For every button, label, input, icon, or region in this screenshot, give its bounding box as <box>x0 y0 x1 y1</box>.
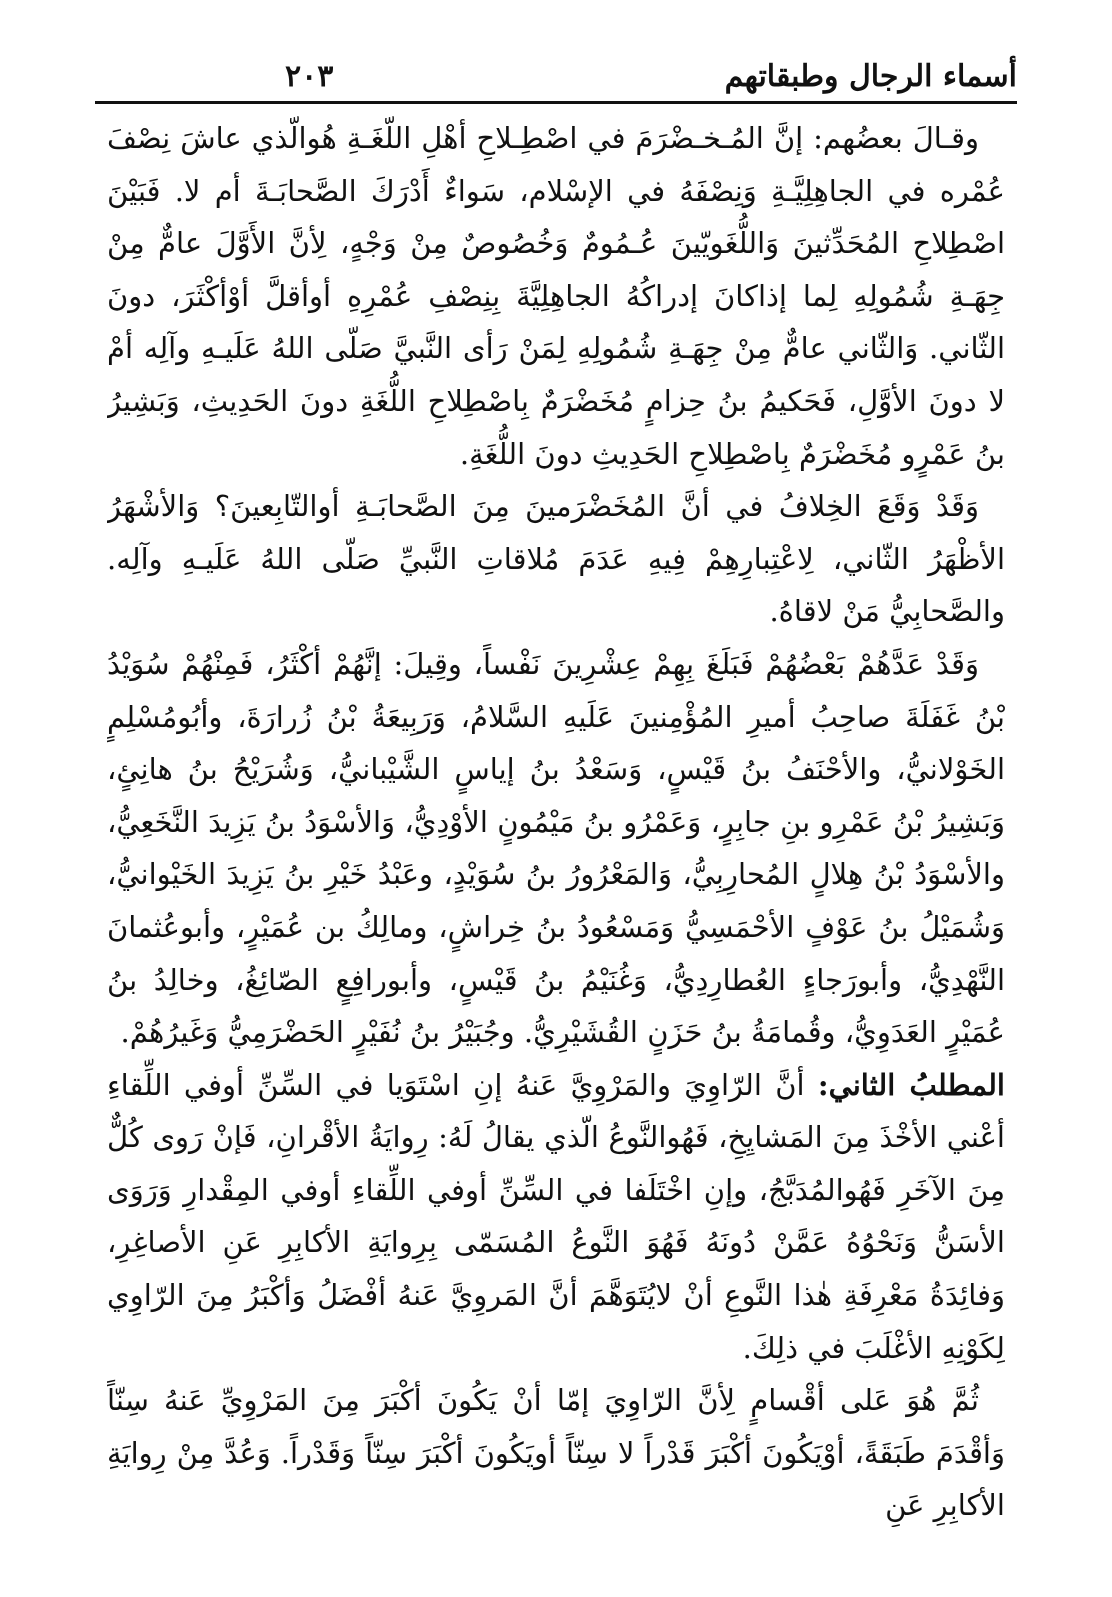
header-rule <box>95 101 1017 104</box>
page-number: ٢٠٣ <box>285 59 334 94</box>
paragraph-second-section <box>107 1059 1005 1375</box>
paragraph-text: وقـالَ بعضُهم: إنَّ المُـخـضْرَمَ في اصْطِـلاحِ أهْلِ اللّغَـةِ هُوالّذي عاشَ نِصْفَ عُمْره في الجاهِلِيَّـةِ وَنِصْفَهُ في الإسْلام، سَواءٌ أَدْرَكَ الصَّحابَـةَ أم لا. فَبَيْنَ اصْطِلاحِ المُحَدِّثينَ وَاللُّغَويّينَ عُـمُومٌ وَخُصُوصٌ مِنْ وَجْهٍ، لِأنَّ الأَوَّلَ عامٌّ مِنْ جِهَـةِ شُمُولِهِ لِما إذاكانَ إدراكُهُ الجاهِلِيَّةَ بِنِصْفِ عُمْرِهِ أوأقلَّ أوْأكْثَرَ، دونَ الثّاني. وَالثّاني عامٌّ مِنْ جِهَـةِ شُمُولِهِ لِمَنْ رَأى النَّبيَّ صَلّى اللهُ عَلَيـهِ وآلِه أمْ لا دونَ الأوَّلِ، فَحَكيمُ بنُ حِزامٍ مُخَضْرَمٌ بِاصْطِلاحِ اللُّغَةِ دونَ الحَدِيثِ، وَبَشِيرُ بنُ عَمْرٍو مُخَضْرَمٌ بِاصْطِلاحِ الحَدِيثِ دونَ اللُّغَةِ. <box>107 121 1005 471</box>
paragraph-mukhadram-list <box>107 638 1005 1059</box>
section-heading: المطلبُ الثاني: <box>817 1067 1005 1102</box>
paragraph-divisions <box>107 1374 1005 1527</box>
page-body <box>107 112 1005 1527</box>
paragraph-text: ثُمَّ هُوَ عَلى أقْسامٍ لِأنَّ الرّاوِيَ إمّا أنْ يَكُونَ أكْبَرَ مِنَ المَرْوِيِّ عَنهُ سِنّاً وَأقْدَمَ طَبَقَةً، أوْيَكُونَ أكْبَرَ قَدْراً لا سِنّاً أويَكُونَ أكْبَرَ سِنّاً وَقَدْراً. وَعُدَّ مِنْ رِوايَةِ الأكابِرِ عَنِ <box>107 1383 1005 1523</box>
paragraph-text: أنَّ الرّاوِيَ والمَرْوِيَّ عَنهُ إنِ اسْتَوَيا في السِّنِّ أوفي اللِّقاءِ أعْني الأخْذَ مِنَ المَشايِخِ، فَهُوالنَّوعُ الّذي يقالُ لَهُ: رِوايَةُ الأقْرانِ، فَإنْ رَوى كُلٌّ مِنَ الآخَرِ فَهُوالمُدَبَّجُ، وإنِ اخْتَلَفا في السِّنِّ أوفي اللِّقاءِ أوفي المِقْدارِ وَرَوَى الأسَنُّ وَنَحْوُهُ عَمَّنْ دُونَهُ فَهُوَ النَّوعُ المُسَمّى بِرِوايَةِ الأكابِرِ عَنِ الأصاغِرِ، وَفائِدَةُ مَعْرِفَةِ هٰذا النَّوعِ أنْ لايُتَوَهَّمَ أنَّ المَروِيَّ عَنهُ أفْضَلُ وَأكْبَرُ مِنَ الرّاوِي لِكَوْنِهِ الأغْلَبَ في ذلِكَ. <box>107 1067 1005 1365</box>
paragraph-mukhadram-dispute <box>107 480 1005 638</box>
running-title: أسماء الرجال وطبقاتهم <box>724 59 1017 94</box>
paragraph-mukhadram-definition <box>107 112 1005 480</box>
paragraph-text: وَقَدْ وَقَعَ الخِلافُ في أنَّ المُخَضْرَمينَ مِنَ الصَّحابَـةِ أوالتّابِعينَ؟ وَالأشْهَرُ الأظْهَرُ الثّاني، لِاعْتِبارِهِمْ فِيهِ عَدَمَ مُلاقاتِ النَّبيِّ صَلّى اللهُ عَلَيـهِ وآلِه. والصَّحابِيُّ مَنْ لاقاهُ. <box>107 489 1005 629</box>
paragraph-text: وَقَدْ عَدَّهُمْ بَعْضُهُمْ فَبَلَغَ بِهِمْ عِشْرِينَ نَفْساً، وقِيلَ: إنَّهُمْ أكْثَرُ، فَمِنْهُمْ سُوَيْدُ بْنُ غَفَلَةَ صاحِبُ أميرِ المُؤْمِنينَ عَلَيهِ السَّلامُ، وَرَبِيعَةُ بْنُ زُرارَةَ، وأبُومُسْلِمٍ الخَوْلانيُّ، والأحْنَفُ بنُ قَيْسٍ، وَسَعْدُ بنُ إياسٍ الشَّيْبانيُّ، وَشُرَيْحُ بنُ هانِئٍ، وَبَشِيرُ بْنُ عَمْرِو بنِ جابِرٍ، وَعَمْرُو بنُ مَيْمُونٍ الأوْدِيُّ، وَالأسْوَدُ بنُ يَزِيدَ النَّخَعِيُّ، والأسْوَدُ بْنُ هِلالٍ المُحارِبِيُّ، وَالمَعْرُورُ بنُ سُوَيْدٍ، وعَبْدُ خَيْرِ بنُ يَزِيدَ الخَيْوانيُّ، وَشُمَيْلُ بنُ عَوْفٍ الأحْمَسِيُّ وَمَسْعُودُ بنُ خِراشٍ، ومالِكُ بن عُمَيْرٍ، وأبوعُثمانَ النَّهْدِيُّ، وأبورَجاءٍ العُطارِدِيُّ، وَغُنَيْمُ بنُ قَيْسٍ، وأبورافِعٍ الصّائِغُ، وخالِدُ بنُ عُمَيْرٍ العَدَوِيُّ، وقُمامَةُ بنُ حَزَنٍ القُشَيْرِيُّ. وجُبَيْرُ بنُ نُفَيْرٍ الحَضْرَمِيُّ وَغَيرُهُمْ. <box>107 646 1005 1050</box>
page-header <box>95 44 1017 94</box>
